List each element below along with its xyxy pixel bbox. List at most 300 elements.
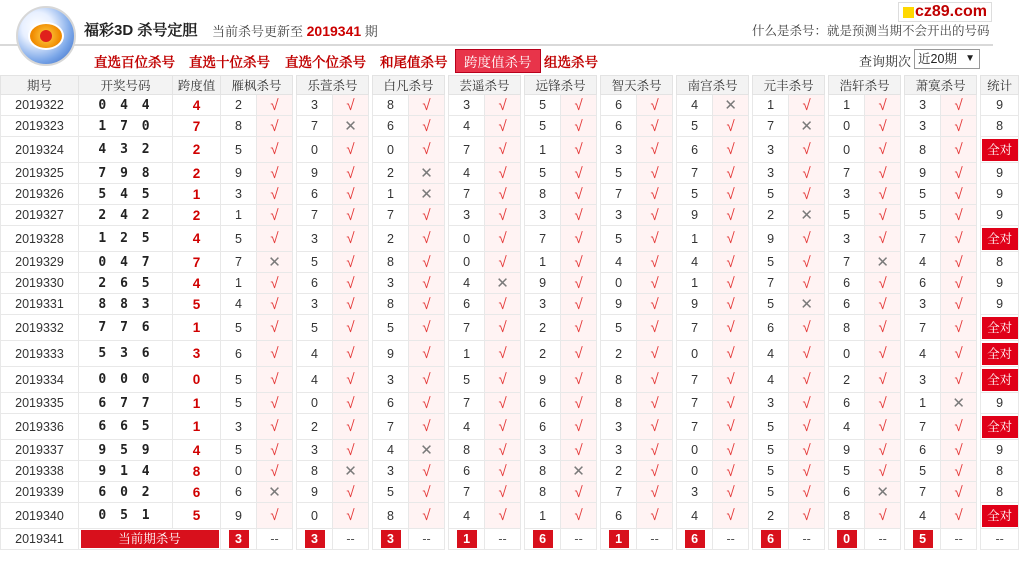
help-text: 什么是杀号：就是预测当期不会开出的号码 (752, 24, 990, 38)
kill-result-cell (333, 184, 369, 205)
check-icon: √ (498, 483, 507, 501)
check-icon: √ (878, 507, 887, 524)
nav-item-tens[interactable]: 直选十位杀号 (189, 55, 270, 70)
issue-cell: 2019338 (1, 461, 79, 482)
current-kill-value: 1 (457, 530, 477, 548)
check-icon: √ (650, 164, 659, 182)
kill-result-cell (485, 393, 521, 414)
stat-cell: 9 (981, 273, 1019, 294)
check-icon: √ (574, 507, 583, 524)
table-row (1, 440, 1019, 461)
current-stat-placeholder: -- (981, 529, 1019, 550)
check-icon: √ (954, 295, 963, 313)
period-select[interactable] (914, 49, 980, 69)
check-icon: √ (574, 483, 583, 501)
cross-icon: ✕ (876, 484, 889, 501)
kill-value-cell: 2 (753, 503, 789, 529)
check-icon: √ (498, 185, 507, 203)
check-icon: √ (802, 230, 811, 247)
check-icon: √ (422, 462, 431, 480)
kill-value-cell: 2 (297, 414, 333, 440)
kill-result-cell (941, 440, 977, 461)
kill-result-cell (713, 440, 749, 461)
kill-value-cell: 5 (601, 315, 637, 341)
kill-result-cell (637, 294, 673, 315)
kill-result-cell (713, 163, 749, 184)
kill-value-cell: 6 (449, 294, 485, 315)
check-icon: √ (726, 206, 735, 224)
kill-value-cell: 7 (753, 273, 789, 294)
check-icon: √ (270, 230, 279, 247)
kill-result-cell (485, 252, 521, 273)
kill-result-cell (865, 137, 901, 163)
kill-value-cell: 0 (297, 393, 333, 414)
draw-number-cell: 4 3 2 (79, 137, 173, 163)
cross-icon: ✕ (876, 254, 889, 271)
table-row (1, 482, 1019, 503)
kill-result-cell (561, 341, 597, 367)
kill-value-cell: 7 (449, 137, 485, 163)
check-icon: √ (498, 164, 507, 182)
check-icon: √ (954, 185, 963, 203)
kill-result-cell (789, 116, 825, 137)
kill-result-cell (409, 226, 445, 252)
kill-value-cell: 4 (829, 414, 865, 440)
check-icon: √ (270, 394, 279, 412)
kill-value-cell: 4 (449, 116, 485, 137)
kill-result-cell (561, 226, 597, 252)
kill-result-cell (637, 137, 673, 163)
kill-value-cell: 3 (297, 95, 333, 116)
kill-result-cell (409, 252, 445, 273)
stat-cell (981, 341, 1019, 367)
kill-value-cell: 5 (753, 252, 789, 273)
check-icon: √ (878, 371, 887, 388)
span-value-cell: 4 (173, 273, 221, 294)
kill-value-cell: 7 (677, 163, 713, 184)
kill-value-cell: 3 (373, 273, 409, 294)
check-icon: √ (954, 230, 963, 247)
table-row (1, 393, 1019, 414)
kill-value-cell: 3 (601, 440, 637, 461)
table-row (1, 273, 1019, 294)
kill-result-cell (637, 163, 673, 184)
kill-result-cell (409, 341, 445, 367)
kill-result-cell (485, 503, 521, 529)
current-kill-value: 6 (761, 530, 781, 548)
kill-result-cell (941, 315, 977, 341)
kill-value-cell: 4 (753, 367, 789, 393)
check-icon: √ (802, 371, 811, 388)
kill-value-cell: 7 (373, 414, 409, 440)
kill-value-cell: 8 (373, 294, 409, 315)
kill-result-cell (333, 205, 369, 226)
kill-result-cell (713, 205, 749, 226)
check-icon: √ (498, 206, 507, 224)
check-icon: √ (726, 441, 735, 459)
kill-value-cell: 3 (829, 184, 865, 205)
kill-result-cell (257, 273, 293, 294)
span-value-cell: 7 (173, 116, 221, 137)
kill-value-cell: 5 (221, 440, 257, 461)
check-icon: √ (574, 274, 583, 292)
cross-icon: ✕ (800, 118, 813, 135)
check-icon: √ (346, 274, 355, 292)
kill-value-cell: 8 (525, 482, 561, 503)
kill-result-cell (257, 294, 293, 315)
kill-result-cell (713, 503, 749, 529)
kill-value-cell: 7 (297, 116, 333, 137)
kill-value-cell: 7 (373, 205, 409, 226)
check-icon: √ (270, 185, 279, 203)
check-icon: √ (270, 507, 279, 524)
issue-cell: 2019333 (1, 341, 79, 367)
stat-cell (981, 414, 1019, 440)
check-icon: √ (422, 206, 431, 224)
issue-cell: 2019339 (1, 482, 79, 503)
cross-icon: ✕ (800, 296, 813, 313)
check-icon: √ (574, 117, 583, 135)
kill-result-cell (485, 226, 521, 252)
check-icon: √ (954, 117, 963, 135)
check-icon: √ (726, 483, 735, 501)
stat-cell: 8 (981, 116, 1019, 137)
span-value-cell: 2 (173, 163, 221, 184)
kill-result-cell (713, 184, 749, 205)
kill-result-cell (713, 367, 749, 393)
kill-result-cell (485, 116, 521, 137)
check-icon: √ (650, 185, 659, 203)
kill-result-cell (257, 367, 293, 393)
current-kill-cell (525, 529, 561, 550)
cross-icon: ✕ (496, 275, 509, 292)
check-icon: √ (270, 274, 279, 292)
check-icon: √ (574, 371, 583, 388)
current-kill-placeholder: -- (333, 529, 369, 550)
check-icon: √ (802, 441, 811, 459)
kill-result-cell (409, 461, 445, 482)
table-row (1, 137, 1019, 163)
nav-item-sum-tail[interactable]: 和尾值杀号 (380, 55, 448, 70)
table-row (1, 294, 1019, 315)
kill-result-cell (637, 252, 673, 273)
check-icon: √ (726, 274, 735, 292)
column-header-expert: 芸遥杀号 (449, 76, 521, 95)
kill-value-cell: 2 (829, 367, 865, 393)
column-header-number: 开奖号码 (79, 76, 173, 95)
check-icon: √ (650, 295, 659, 313)
kill-value-cell: 5 (525, 163, 561, 184)
table-row (1, 116, 1019, 137)
kill-result-cell (865, 273, 901, 294)
kill-result-cell (941, 116, 977, 137)
all-right-badge: 全对 (982, 505, 1018, 527)
column-header-issue: 期号 (1, 76, 79, 95)
kill-value-cell: 0 (829, 116, 865, 137)
cross-icon: ✕ (344, 118, 357, 135)
check-icon: √ (726, 230, 735, 247)
check-icon: √ (270, 371, 279, 388)
kill-result-cell (789, 367, 825, 393)
check-icon: √ (726, 345, 735, 362)
kill-value-cell: 8 (297, 461, 333, 482)
kill-value-cell: 2 (373, 163, 409, 184)
kill-value-cell: 7 (677, 367, 713, 393)
span-value-cell: 1 (173, 393, 221, 414)
kill-value-cell: 4 (449, 163, 485, 184)
kill-result-cell (409, 273, 445, 294)
kill-result-cell (713, 315, 749, 341)
update-suffix: 期 (364, 24, 378, 39)
check-icon: √ (954, 274, 963, 292)
kill-result-cell (713, 393, 749, 414)
logo-dot-icon (40, 30, 52, 42)
issue-cell: 2019327 (1, 205, 79, 226)
stat-cell: 9 (981, 205, 1019, 226)
kill-result-cell (561, 205, 597, 226)
check-icon: √ (650, 117, 659, 135)
current-kill-cell (449, 529, 485, 550)
kill-result-cell (333, 440, 369, 461)
kill-value-cell: 5 (221, 137, 257, 163)
stat-cell: 9 (981, 393, 1019, 414)
nav-item-span[interactable]: 跨度值杀号 (455, 49, 541, 73)
kill-result-cell (257, 503, 293, 529)
check-icon: √ (346, 230, 355, 247)
kill-result-cell (713, 341, 749, 367)
kill-value-cell: 3 (373, 367, 409, 393)
draw-number-cell: 2 6 5 (79, 273, 173, 294)
kill-value-cell: 9 (297, 482, 333, 503)
check-icon: √ (802, 164, 811, 182)
table-row (1, 367, 1019, 393)
check-icon: √ (878, 230, 887, 247)
kill-value-cell: 6 (829, 482, 865, 503)
kill-result-cell (637, 461, 673, 482)
kill-value-cell: 8 (373, 503, 409, 529)
kill-value-cell: 9 (829, 440, 865, 461)
kill-result-cell (713, 482, 749, 503)
kill-result-cell (865, 205, 901, 226)
kill-value-cell: 3 (905, 116, 941, 137)
kill-value-cell: 1 (449, 341, 485, 367)
query-label: 查询期次 (859, 54, 912, 69)
kill-result-cell (637, 393, 673, 414)
kill-value-cell: 3 (829, 226, 865, 252)
kill-result-cell (561, 116, 597, 137)
kill-value-cell: 0 (373, 137, 409, 163)
check-icon: √ (650, 441, 659, 459)
kill-result-cell (941, 461, 977, 482)
check-icon: √ (574, 345, 583, 362)
check-icon: √ (650, 141, 659, 158)
kill-result-cell (485, 137, 521, 163)
check-icon: √ (802, 96, 811, 114)
check-icon: √ (346, 253, 355, 271)
check-icon: √ (878, 164, 887, 182)
kill-value-cell: 7 (829, 163, 865, 184)
cross-icon: ✕ (344, 463, 357, 480)
kill-result-cell (941, 95, 977, 116)
kill-value-cell: 6 (905, 273, 941, 294)
kill-result-cell (789, 461, 825, 482)
nav-item-hundreds[interactable]: 直选百位杀号 (94, 55, 175, 70)
current-kill-value: 3 (229, 530, 249, 548)
kill-result-cell (941, 137, 977, 163)
kill-result-cell (865, 440, 901, 461)
check-icon: √ (954, 345, 963, 362)
kill-result-cell (789, 137, 825, 163)
check-icon: √ (346, 141, 355, 158)
table-row (1, 184, 1019, 205)
check-icon: √ (650, 319, 659, 336)
check-icon: √ (346, 394, 355, 412)
check-icon: √ (270, 441, 279, 459)
check-icon: √ (802, 141, 811, 158)
draw-number-cell: 5 3 6 (79, 341, 173, 367)
kill-result-cell (333, 482, 369, 503)
check-icon: √ (726, 462, 735, 480)
kill-result-cell (333, 137, 369, 163)
table-row (1, 315, 1019, 341)
check-icon: √ (878, 274, 887, 292)
lottery-logo-icon (16, 6, 76, 66)
current-issue-cell: 2019341 (1, 529, 79, 550)
kill-value-cell: 8 (373, 252, 409, 273)
kill-result-cell (713, 414, 749, 440)
check-icon: √ (498, 462, 507, 480)
column-header-expert: 智天杀号 (601, 76, 673, 95)
kill-result-cell (409, 294, 445, 315)
check-icon: √ (878, 295, 887, 313)
kill-value-cell: 6 (601, 95, 637, 116)
current-kill-cell (677, 529, 713, 550)
check-icon: √ (802, 185, 811, 203)
current-kill-placeholder: -- (409, 529, 445, 550)
check-icon: √ (346, 507, 355, 524)
check-icon: √ (346, 206, 355, 224)
kill-value-cell: 2 (221, 95, 257, 116)
kill-value-cell: 9 (677, 294, 713, 315)
kill-value-cell: 5 (753, 482, 789, 503)
cross-icon: ✕ (420, 165, 433, 182)
span-value-cell: 4 (173, 95, 221, 116)
issue-cell: 2019337 (1, 440, 79, 461)
issue-cell: 2019340 (1, 503, 79, 529)
kill-result-cell (865, 163, 901, 184)
kill-result-cell (789, 341, 825, 367)
period-select-value: 近20期 (918, 52, 957, 66)
kill-value-cell: 5 (753, 184, 789, 205)
draw-number-cell: 6 6 5 (79, 414, 173, 440)
check-icon: √ (498, 441, 507, 459)
check-icon: √ (346, 345, 355, 362)
kill-result-cell (637, 503, 673, 529)
kill-result-cell (637, 273, 673, 294)
check-icon: √ (726, 295, 735, 313)
all-right-badge: 全对 (982, 416, 1018, 438)
kill-value-cell: 1 (525, 137, 561, 163)
span-value-cell: 1 (173, 414, 221, 440)
check-icon: √ (954, 418, 963, 435)
issue-cell: 2019326 (1, 184, 79, 205)
kill-result-cell (485, 341, 521, 367)
kill-result-cell (257, 205, 293, 226)
check-icon: √ (270, 117, 279, 135)
update-label: 当前杀号更新至 (212, 24, 304, 39)
current-kill-cell (297, 529, 333, 550)
kill-result-cell (713, 95, 749, 116)
check-icon: √ (802, 462, 811, 480)
kill-result-cell (865, 226, 901, 252)
kill-value-cell: 6 (525, 393, 561, 414)
draw-number-cell: 9 1 4 (79, 461, 173, 482)
all-right-badge: 全对 (982, 343, 1018, 365)
check-icon: √ (650, 507, 659, 524)
kill-result-cell (561, 503, 597, 529)
current-kill-placeholder: -- (941, 529, 977, 550)
kill-result-cell (561, 273, 597, 294)
kill-result-cell (333, 367, 369, 393)
kill-result-cell (865, 393, 901, 414)
all-right-badge: 全对 (982, 317, 1018, 339)
kill-result-cell (637, 116, 673, 137)
check-icon: √ (498, 295, 507, 313)
kill-result-cell (485, 205, 521, 226)
check-icon: √ (498, 96, 507, 114)
kill-result-cell (409, 393, 445, 414)
kill-result-cell (561, 414, 597, 440)
check-icon: √ (270, 141, 279, 158)
kill-value-cell: 7 (905, 414, 941, 440)
kill-value-cell: 2 (601, 341, 637, 367)
kill-value-cell: 3 (297, 440, 333, 461)
kill-value-cell: 1 (221, 273, 257, 294)
kill-value-cell: 5 (221, 315, 257, 341)
check-icon: √ (498, 141, 507, 158)
kill-value-cell: 2 (753, 205, 789, 226)
check-icon: √ (574, 441, 583, 459)
kill-value-cell: 9 (221, 503, 257, 529)
kill-value-cell: 5 (297, 315, 333, 341)
nav-item-units[interactable]: 直选个位杀号 (285, 55, 366, 70)
kill-value-cell: 8 (525, 461, 561, 482)
nav-item-group[interactable]: 组选杀号 (544, 55, 598, 70)
kill-value-cell: 6 (221, 482, 257, 503)
check-icon: √ (802, 345, 811, 362)
draw-number-cell: 0 4 4 (79, 95, 173, 116)
check-icon: √ (802, 507, 811, 524)
draw-number-cell: 6 0 2 (79, 482, 173, 503)
kill-result-cell (409, 137, 445, 163)
chevron-down-icon: ▼ (965, 53, 975, 64)
current-kill-placeholder: -- (485, 529, 521, 550)
check-icon: √ (878, 462, 887, 480)
check-icon: √ (650, 371, 659, 388)
brand-logo[interactable] (898, 2, 992, 22)
kill-value-cell: 7 (905, 315, 941, 341)
kill-result-cell (409, 205, 445, 226)
kill-value-cell: 1 (829, 95, 865, 116)
check-icon: √ (574, 295, 583, 313)
kill-value-cell: 6 (373, 116, 409, 137)
check-icon: √ (878, 319, 887, 336)
kill-value-cell: 3 (525, 205, 561, 226)
kill-result-cell (561, 163, 597, 184)
span-value-cell: 7 (173, 252, 221, 273)
draw-number-cell: 9 5 9 (79, 440, 173, 461)
check-icon: √ (802, 483, 811, 501)
